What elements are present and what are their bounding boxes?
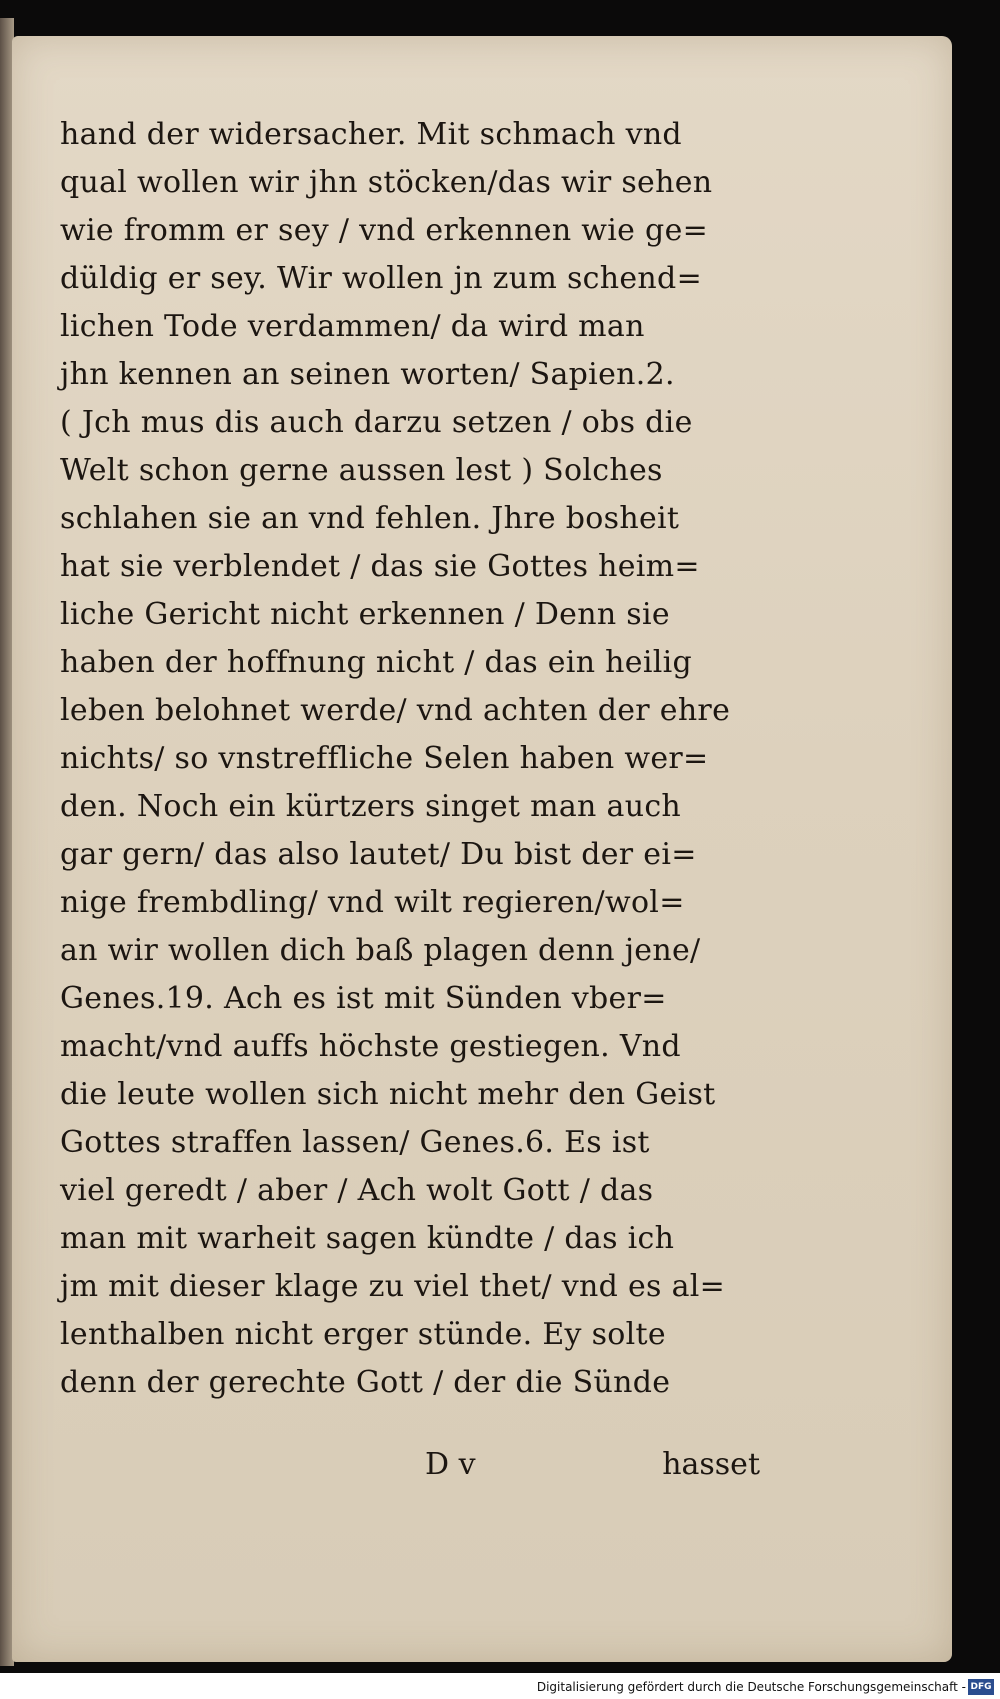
text-line: gar gern/ das also lautet/ Du bist der ei= [60, 837, 697, 872]
text-line: man mit warheit sagen kündte / das ich [60, 1221, 675, 1256]
text-line: ( Jch mus dis auch darzu setzen / obs die [60, 405, 693, 440]
text-line: qual wollen wir jhn stöcken/das wir sehen [60, 165, 713, 200]
text-line: hat sie verblendet / das sie Gottes heim= [60, 549, 700, 584]
text-line: denn der gerechte Gott / der die Sünde [60, 1365, 671, 1400]
page-text [60, 111, 760, 1407]
text-line: wie fromm er sey / vnd erkennen wie ge= [60, 213, 709, 248]
text-line: lenthalben nicht erger stünde. Ey solte [60, 1317, 666, 1352]
text-line: den. Noch ein kürtzers singet man auch [60, 789, 682, 824]
text-line: viel geredt / aber / Ach wolt Gott / das [60, 1173, 654, 1208]
text-line: Welt schon gerne aussen lest ) Solches [60, 453, 663, 488]
text-line: an wir wollen dich baß plagen denn jene/ [60, 933, 701, 968]
catchline [60, 1441, 760, 1489]
text-line: jm mit dieser klage zu viel thet/ vnd es al= [60, 1269, 726, 1304]
text-line: die leute wollen sich nicht mehr den Geist [60, 1077, 716, 1112]
text-line: jhn kennen an seinen worten/ Sapien.2. [60, 357, 675, 392]
text-line: hand der widersacher. Mit schmach vnd [60, 117, 682, 152]
text-line: schlahen sie an vnd fehlen. Jhre bosheit [60, 501, 680, 536]
catchword: hasset [662, 1447, 760, 1482]
signature-mark: D v [425, 1447, 476, 1482]
text-line: düldig er sey. Wir wollen jn zum schend= [60, 261, 702, 296]
text-line: nige frembdling/ vnd wilt regieren/wol= [60, 885, 685, 920]
text-line: haben der hoffnung nicht / das ein heilig [60, 645, 693, 680]
text-line: lichen Tode verdammen/ da wird man [60, 309, 645, 344]
digitization-credit: Digitalisierung gefördert durch die Deutsche Forschungsgemeinschaft - [536, 1680, 966, 1694]
dfg-logo: DFG [968, 1679, 994, 1695]
text-line: nichts/ so vnstreffliche Selen haben wer= [60, 741, 709, 776]
text-line: Gottes straffen lassen/ Genes.6. Es ist [60, 1125, 650, 1160]
book-page [12, 36, 952, 1662]
text-line: macht/vnd auffs höchste gestiegen. Vnd [60, 1029, 681, 1064]
text-line: liche Gericht nicht erkennen / Denn sie [60, 597, 670, 632]
text-line: Genes.19. Ach es ist mit Sünden vber= [60, 981, 667, 1016]
text-line: leben belohnet werde/ vnd achten der ehre [60, 693, 731, 728]
credit-bar [0, 1673, 1000, 1699]
